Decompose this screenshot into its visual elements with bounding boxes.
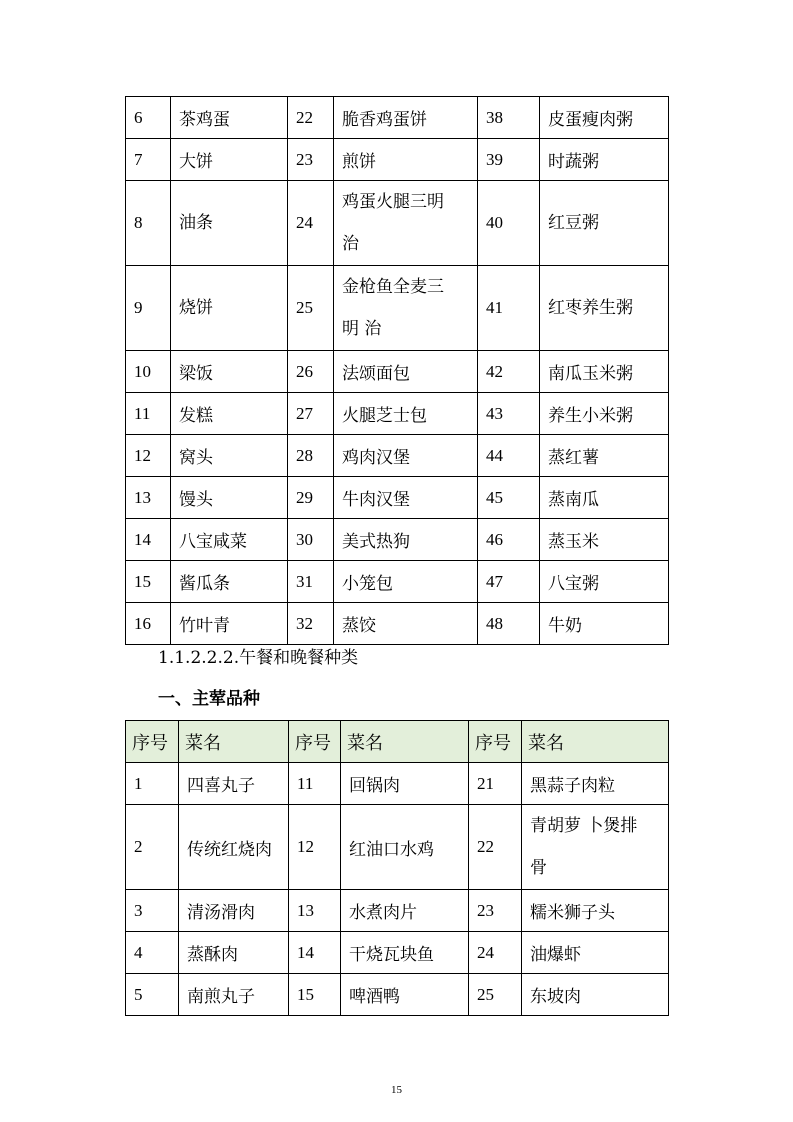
dish-name: 大饼 [171,139,288,181]
table-row [126,932,669,974]
table-row [126,974,669,1016]
dish-name: 蒸红薯 [540,435,669,477]
item-number: 7 [126,139,171,181]
item-number: 42 [478,351,540,393]
item-number: 3 [126,890,179,932]
item-number: 12 [289,805,341,890]
dish-name: 啤酒鸭 [341,974,469,1016]
item-number: 8 [126,181,171,266]
item-number: 23 [288,139,334,181]
page-number: 15 [391,1084,402,1096]
dish-name: 牛肉汉堡 [334,477,478,519]
table-row [126,890,669,932]
column-header: 菜名 [522,721,669,763]
dish-name: 竹叶青 [171,603,288,645]
section-title: 1.1.2.2.2.午餐和晚餐种类 [158,648,359,668]
item-number: 13 [126,477,171,519]
item-number: 40 [478,181,540,266]
table-row [126,561,669,603]
item-number: 5 [126,974,179,1016]
item-number: 16 [126,603,171,645]
table-row [126,805,669,890]
column-header: 菜名 [341,721,469,763]
dish-name: 八宝粥 [540,561,669,603]
table-row [126,477,669,519]
dish-name: 法颂面包 [334,351,478,393]
dish-name: 美式热狗 [334,519,478,561]
item-number: 15 [289,974,341,1016]
item-number: 27 [288,393,334,435]
dish-name: 养生小米粥 [540,393,669,435]
item-number: 15 [126,561,171,603]
dish-name: 火腿芝士包 [334,393,478,435]
dish-name: 鸡蛋火腿三明 治 [334,181,478,266]
item-number: 48 [478,603,540,645]
item-number: 41 [478,266,540,351]
table-row [126,351,669,393]
dish-name: 青胡萝 卜煲排 骨 [522,805,669,890]
dish-name: 皮蛋瘦肉粥 [540,97,669,139]
table-row [126,763,669,805]
item-number: 12 [126,435,171,477]
dish-name: 东坡肉 [522,974,669,1016]
table-row [126,139,669,181]
column-header: 序号 [126,721,179,763]
item-number: 1 [126,763,179,805]
dish-name: 水煮肉片 [341,890,469,932]
dish-name: 油爆虾 [522,932,669,974]
table-row [126,393,669,435]
dish-name: 传统红烧肉 [179,805,289,890]
dish-name: 茶鸡蛋 [171,97,288,139]
item-number: 13 [289,890,341,932]
dish-name: 煎饼 [334,139,478,181]
dish-name: 南煎丸子 [179,974,289,1016]
dish-name: 油条 [171,181,288,266]
dish-name: 蒸饺 [334,603,478,645]
dish-name: 黑蒜子肉粒 [522,763,669,805]
item-number: 14 [126,519,171,561]
table-row [126,97,669,139]
item-number: 28 [288,435,334,477]
item-number: 45 [478,477,540,519]
item-number: 47 [478,561,540,603]
dish-name: 八宝咸菜 [171,519,288,561]
dish-name: 脆香鸡蛋饼 [334,97,478,139]
dish-name: 蒸南瓜 [540,477,669,519]
dish-name: 发糕 [171,393,288,435]
dish-name: 红油口水鸡 [341,805,469,890]
dish-name: 四喜丸子 [179,763,289,805]
dish-name: 糯米狮子头 [522,890,669,932]
dish-name: 红枣养生粥 [540,266,669,351]
item-number: 31 [288,561,334,603]
item-number: 6 [126,97,171,139]
column-header: 序号 [289,721,341,763]
item-number: 2 [126,805,179,890]
column-header: 菜名 [179,721,289,763]
item-number: 39 [478,139,540,181]
dish-name: 清汤滑肉 [179,890,289,932]
dish-name: 梁饭 [171,351,288,393]
table-row [126,603,669,645]
item-number: 4 [126,932,179,974]
dish-name: 南瓜玉米粥 [540,351,669,393]
dish-name: 蒸酥肉 [179,932,289,974]
item-number: 29 [288,477,334,519]
item-number: 24 [469,932,522,974]
dish-name: 干烧瓦块鱼 [341,932,469,974]
dish-name: 蒸玉米 [540,519,669,561]
dish-name: 回锅肉 [341,763,469,805]
dish-name: 时蔬粥 [540,139,669,181]
item-number: 25 [288,266,334,351]
dish-name: 馒头 [171,477,288,519]
table-row [126,181,669,266]
item-number: 38 [478,97,540,139]
item-number: 22 [469,805,522,890]
dish-name: 酱瓜条 [171,561,288,603]
item-number: 21 [469,763,522,805]
item-number: 11 [126,393,171,435]
main-meat-dishes-table [125,720,669,1016]
item-number: 10 [126,351,171,393]
dish-name: 红豆粥 [540,181,669,266]
table-row [126,435,669,477]
item-number: 9 [126,266,171,351]
item-number: 23 [469,890,522,932]
item-number: 14 [289,932,341,974]
item-number: 25 [469,974,522,1016]
item-number: 11 [289,763,341,805]
item-number: 24 [288,181,334,266]
table-header-row [126,721,669,763]
column-header: 序号 [469,721,522,763]
table-row [126,519,669,561]
section-heading: 一、主荤品种 [158,689,260,709]
dish-name: 金枪鱼全麦三 明 治 [334,266,478,351]
dish-name: 窝头 [171,435,288,477]
item-number: 46 [478,519,540,561]
dish-name: 鸡肉汉堡 [334,435,478,477]
item-number: 32 [288,603,334,645]
table-row [126,266,669,351]
item-number: 43 [478,393,540,435]
item-number: 22 [288,97,334,139]
dish-name: 牛奶 [540,603,669,645]
dish-name: 烧饼 [171,266,288,351]
item-number: 44 [478,435,540,477]
dish-name: 小笼包 [334,561,478,603]
item-number: 30 [288,519,334,561]
item-number: 26 [288,351,334,393]
breakfast-table [125,96,669,645]
